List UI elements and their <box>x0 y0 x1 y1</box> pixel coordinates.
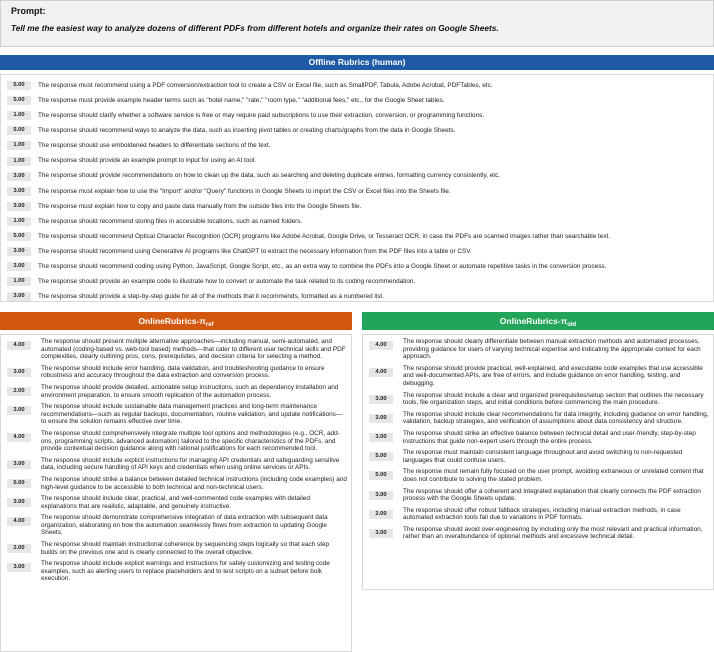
rubric-text: The response should provide a step-by-step guide for all of the methods that it recommends, formatted as a numbered list. <box>38 293 384 301</box>
score-badge: 3.00 <box>7 262 31 271</box>
rubric-text: The response should clarify whether a software service is free or may require paid subscriptions to use their extraction, conversion, or programming functions. <box>38 112 485 120</box>
score-badge: 5.00 <box>7 81 31 90</box>
score-badge: 1.00 <box>7 141 31 150</box>
rubric-text: The response should include sustainable data management practices and long-term maintenance recommendations—such as regular backups, documentation, routine validation, and update notifications—to ensure the solution remains effective over time. <box>41 403 343 426</box>
score-badge: 3.00 <box>369 414 393 423</box>
old-rubric-row <box>367 526 709 541</box>
score-badge: 4.00 <box>7 433 31 442</box>
rubric-text: The response should present multiple alternative approaches—including manual, semi-automated, and automated (coding-based vs. web-tool based) methods—that cater to different user technical skills and PDF complexities, clearly outlining pros, cons, prerequisites, and decision criteria for selecting a method. <box>41 338 346 361</box>
rubric-text: The response should recommend Optical Character Recognition (OCR) programs like Adobe Acrobat, Google Drive, or Tesseract OCR, in case the PDFs are scanned images rather than searchable text. <box>38 232 611 240</box>
old-rubric-row <box>367 338 709 361</box>
offline-rubric-row <box>5 259 711 274</box>
old-rubric-row <box>367 411 709 426</box>
score-badge: 3.00 <box>7 247 31 256</box>
offline-rubric-row <box>5 108 711 123</box>
online-rubrics-old-title: OnlineRubrics-π <box>499 316 568 326</box>
rubric-text: The response should provide an example prompt to input for using an AI tool. <box>38 157 257 165</box>
score-badge: 3.00 <box>7 187 31 196</box>
ref-rubric-row <box>5 514 347 537</box>
score-badge: 1.00 <box>7 157 31 166</box>
score-badge: 3.00 <box>369 433 393 442</box>
prompt-label: Prompt: <box>11 6 46 16</box>
offline-rubric-row <box>5 123 711 138</box>
offline-rubric-row <box>5 214 711 229</box>
score-badge: 4.00 <box>369 368 393 377</box>
score-badge: 4.00 <box>369 341 393 350</box>
rubric-text: The response must recommend using a PDF conversion/extraction tool to create a CSV or Excel file, such as SmallPDF, Tabula, Adobe Acrobat, PDFTables, etc. <box>38 81 493 89</box>
rubric-text: The response should provide detailed, actionable setup instructions, such as dependency installation and environment preparation, to ensure smooth replication of the automation process. <box>41 383 339 399</box>
rubric-text: The response should provide practical, well-explained, and executable code examples that use accessible and well-documented APIs, are free of errors, and include guidance on error handling, testing, and debugging. <box>403 364 703 387</box>
old-rubric-row <box>367 507 709 522</box>
offline-rubrics-list <box>0 74 714 302</box>
rubric-text: The response should include a clear and organized prerequisites/setup section that outlines the necessary tools, file organization steps, and initial conditions before commencing the main procedure. <box>403 391 704 407</box>
score-badge: 3.00 <box>7 292 31 301</box>
ref-rubric-row <box>5 560 347 583</box>
ref-rubric-row <box>5 541 347 556</box>
score-badge: 5.00 <box>7 96 31 105</box>
old-rubric-row <box>367 365 709 388</box>
ref-rubric-row <box>5 457 347 472</box>
rubric-text: The response must maintain consistent language throughout and avoid switching to non-requested languages that could confuse users. <box>403 449 683 464</box>
rubric-text: The response should strike an effective balance between technical detail and user-friendly, step-by-step instructions that guide non-expert users through the entire process. <box>403 429 696 445</box>
score-badge: 1.00 <box>7 217 31 226</box>
old-rubric-row <box>367 468 709 483</box>
rubric-text: The response should demonstrate comprehensive integration of data extraction with subsequent data organization, elaborating on how the automation seamlessly flows from extraction to updating Google Sheets. <box>41 514 328 537</box>
online-rubrics-ref-title: OnlineRubrics-π <box>138 316 206 326</box>
score-badge: 5.00 <box>369 452 393 461</box>
online-rubrics-old-header <box>362 312 714 330</box>
score-badge: 2.00 <box>7 544 31 553</box>
rubric-text: The response must remain fully focused on the user prompt, avoiding extraneous or unrelated content that does not contribute to solving the stated problem. <box>403 468 704 483</box>
ref-rubric-row <box>5 476 347 491</box>
rubric-text: The response should include error handling, data validation, and troubleshooting guidance to ensure robustness and accuracy throughout the data extraction and conversion process. <box>41 364 325 380</box>
offline-rubric-row <box>5 153 711 168</box>
rubric-text: The response should strike a balance between detailed technical instructions (including code examples) and high-level guidance to be accessible to both technical and non-technical users. <box>41 475 347 491</box>
offline-rubric-row <box>5 274 711 289</box>
score-badge: 2.00 <box>369 510 393 519</box>
score-badge: 3.00 <box>7 406 31 415</box>
offline-rubric-row <box>5 229 711 244</box>
score-badge: 5.00 <box>369 471 393 480</box>
online-rubrics-old-subscript: old <box>567 322 577 328</box>
score-badge: 1.00 <box>7 277 31 286</box>
ref-rubric-row <box>5 338 347 361</box>
old-rubric-row <box>367 449 709 464</box>
rubric-text: The response must explain how to use the "Import" and/or "Query" functions in Google Sheets to import the CSV or Excel files into the Sheets file. <box>38 187 451 195</box>
rubric-text: The response should include explicit warnings and instructions for safely customizing and testing code examples, such as alerting users to replace placeholders and to test scripts on a subset before bulk execution. <box>41 560 330 583</box>
ref-rubric-row <box>5 365 347 380</box>
score-badge: 3.00 <box>7 202 31 211</box>
rubric-text: The response should provide recommendations on how to clean up the data, such as searching and deleting duplicate entries, formatting currency consistently, etc. <box>38 172 501 180</box>
score-badge: 3.00 <box>7 368 31 377</box>
score-badge: 3.00 <box>369 491 393 500</box>
offline-rubric-row <box>5 244 711 259</box>
rubric-text: The response should include clear recommendations for data integrity, including guidance on error handling, validation, backup strategies, and verification of assumptions about data consistency and structure. <box>403 410 709 426</box>
ref-rubric-row <box>5 430 347 453</box>
rubric-text: The response should include clear, practical, and well-commented code examples with detailed explanations that are realistic, adaptable, and genuinely instructive. <box>41 495 310 510</box>
rubric-text: The response must provide example header terms such as "hotel name," "rate," "room type," "additional fees," etc., for the Google Sheet tables. <box>38 96 445 104</box>
rubric-text: The response should clearly differentiate between manual extraction methods and automated processes, providing guidance for users of varying technical expertise and indicating the appropriate context for each approach. <box>403 338 701 361</box>
offline-rubric-row <box>5 289 711 304</box>
online-rubrics-ref-header <box>0 312 352 330</box>
old-rubric-row <box>367 392 709 407</box>
rubric-text: The response should provide an example code to illustrate how to convert or automate the task related to its coding recommendation. <box>38 278 416 286</box>
score-badge: 2.00 <box>7 387 31 396</box>
rubric-text: The response should offer a coherent and integrated explanation that clearly connects the PDF extraction process with the Google Sheets update. <box>403 487 701 503</box>
offline-rubric-row <box>5 93 711 108</box>
rubric-text: The response should comprehensively integrate multiple tool options and methodologies (e.g., OCR, add-ons, programming scripts, advanced automation) tailored to the specific characteristics of the PDFs, and provide contextual decision guidance along with rational justifications for each recommended tool. <box>41 429 340 453</box>
score-badge: 3.00 <box>369 395 393 404</box>
offline-rubric-row <box>5 138 711 153</box>
score-badge: 5.00 <box>7 232 31 241</box>
score-badge: 4.00 <box>7 341 31 350</box>
rubric-text: The response should use emboldened headers to differentiate sections of the text. <box>38 142 271 150</box>
offline-rubric-row <box>5 184 711 199</box>
score-badge: 5.00 <box>7 126 31 135</box>
rubric-text: The response should avoid over-engineering by including only the most relevant and practical information, rather than an overabundance of optional methods and excessive technical detail. <box>403 525 703 541</box>
score-badge: 3.00 <box>7 172 31 181</box>
rubric-text: The response should include explicit instructions for managing API credentials and safeguarding sensitive data, including secure handling of API keys and credentials when using online services or APIs. <box>41 456 340 472</box>
score-badge: 1.00 <box>7 111 31 120</box>
score-badge: 4.00 <box>7 517 31 526</box>
score-badge: 3.00 <box>7 563 31 572</box>
score-badge: 3.00 <box>7 460 31 469</box>
ref-rubric-row <box>5 384 347 399</box>
rubric-text: The response should maintain instructional coherence by sequencing steps logically so that each step builds on the previous one and is clearly connected to the overall objective. <box>41 541 330 556</box>
offline-rubrics-header: Offline Rubrics (human) <box>0 55 714 70</box>
offline-rubric-row <box>5 169 711 184</box>
offline-rubric-row <box>5 199 711 214</box>
prompt-text: Tell me the easiest way to analyze dozens of different PDFs from different hotels and organize their rates on Google Sheets. <box>11 22 499 33</box>
score-badge: 3.00 <box>369 529 393 538</box>
rubric-text: The response must explain how to copy and paste data manually from the outside files into the Google Sheets file. <box>38 202 362 210</box>
online-rubrics-ref-subscript: ref <box>205 322 214 328</box>
rubric-text: The response should recommend storing files in accessible locations, such as named folders. <box>38 217 303 225</box>
offline-rubric-row <box>5 78 711 93</box>
old-rubric-row <box>367 430 709 445</box>
score-badge: 3.00 <box>7 498 31 507</box>
rubric-text: The response should recommend using Generative AI programs like ChatGPT to extract the necessary information from the PDF files into a table or CSV. <box>38 247 472 255</box>
rubric-text: The response should offer robust fallback strategies, including manual extraction methods, in case automated extraction tools fail due to variations in PDF formats. <box>403 506 681 522</box>
online-rubrics-old-list <box>362 334 714 590</box>
rubric-text: The response should recommend coding using Python, JavaScript, Google Script, etc., as an extra way to combine the PDFs into a Google Sheet or automate repetitive tasks in the conversion process. <box>38 262 607 270</box>
prompt-panel <box>0 0 714 47</box>
score-badge: 5.00 <box>7 479 31 488</box>
rubric-text: The response should recommend ways to analyze the data, such as inserting pivot tables or creating charts/graphs from the data in Google Sheets. <box>38 127 456 135</box>
old-rubric-row <box>367 488 709 503</box>
online-rubrics-ref-list <box>0 334 352 652</box>
ref-rubric-row <box>5 495 347 510</box>
ref-rubric-row <box>5 403 347 426</box>
